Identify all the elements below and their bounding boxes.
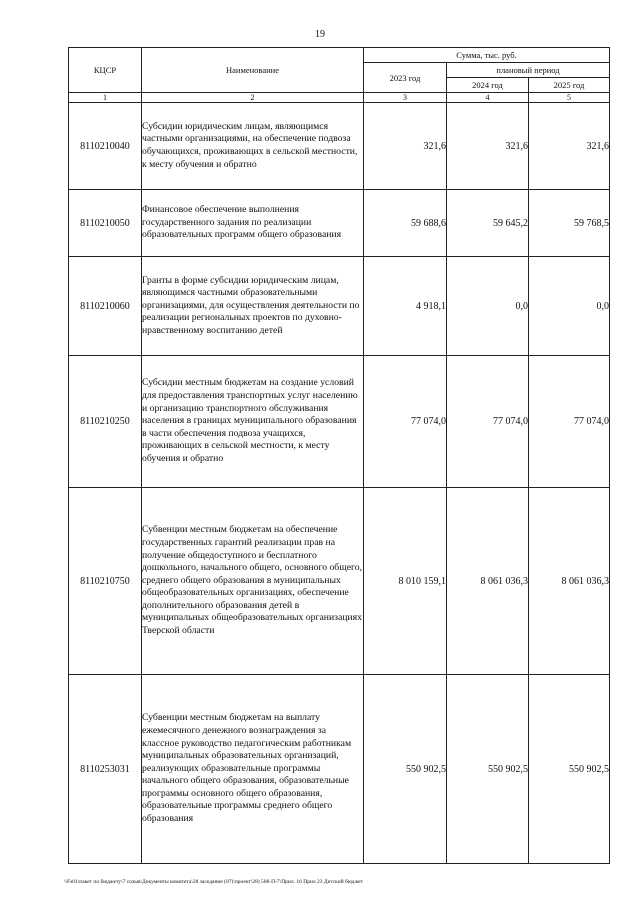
row-name: Гранты в форме субсидии юридическим лицам, являющимся частными образовательными организациями, для осуществления деятельности по реализации региональных проектов по духовно-нравственному воспитанию детей: [142, 257, 364, 356]
row-value-2024: 77 074,0: [447, 356, 529, 488]
row-value-2024: 0,0: [447, 257, 529, 356]
row-code: 8110210750: [69, 488, 142, 675]
row-value-2025: 59 768,5: [529, 190, 610, 257]
column-number: 1: [69, 93, 142, 103]
row-value-2023: 550 902,5: [364, 675, 447, 864]
header-year-2024: 2024 год: [447, 78, 529, 93]
row-value-2025: 8 061 036,3: [529, 488, 610, 675]
row-value-2023: 4 918,1: [364, 257, 447, 356]
header-code: КЦСР: [69, 48, 142, 93]
row-value-2023: 8 010 159,1: [364, 488, 447, 675]
header-row-1: [69, 48, 610, 63]
row-value-2025: 550 902,5: [529, 675, 610, 864]
column-number: 5: [529, 93, 610, 103]
table-row: [69, 356, 610, 488]
row-name: Субвенции местным бюджетам на обеспечение государственных гарантий реализации прав на получение общедоступного и бесплатного дошкольного, начального общего, основного общего, среднего общего образования в муниципальных общеобразовательных организациях, обеспечение дополнительного образования детей в муниципальных общеобразовательных организациях Тверской области: [142, 488, 364, 675]
column-number: 4: [447, 93, 529, 103]
row-value-2025: 0,0: [529, 257, 610, 356]
header-planning-period: плановый период: [447, 63, 610, 78]
budget-table: [68, 47, 610, 864]
row-code: 8110210250: [69, 356, 142, 488]
row-value-2025: 77 074,0: [529, 356, 610, 488]
row-name: Финансовое обеспечение выполнения государственного задания по реализации образовательных программ общего образования: [142, 190, 364, 257]
row-code: 8110210060: [69, 257, 142, 356]
table-row: [69, 675, 610, 864]
row-value-2024: 550 902,5: [447, 675, 529, 864]
row-name: Субвенции местным бюджетам на выплату ежемесячного денежного вознаграждения за классное руководство педагогическим работникам муниципальных образовательных организаций, реализующих образовательные программы начального общего образования, образовательные программы основного общего образования, образовательные программы среднего общего образования: [142, 675, 364, 864]
table-row: [69, 190, 610, 257]
table-row: [69, 257, 610, 356]
column-number: 3: [364, 93, 447, 103]
row-name: Субсидии местным бюджетам на создание условий для предоставления транспортных услуг населению и организацию транспортного обслуживания населения в границах муниципального образования в части обеспечения подвоза учащихся, проживающих в сельской местности, к месту обучения и обратно: [142, 356, 364, 488]
table-row: [69, 103, 610, 190]
row-name: Субсидии юридическим лицам, являющимся частными организациями, на обеспечение подвоза обучающихся, проживающих в сельской местности, к месту обучения и обратно: [142, 103, 364, 190]
header-year-2023: 2023 год: [364, 63, 447, 93]
row-value-2024: 321,6: [447, 103, 529, 190]
row-value-2024: 59 645,2: [447, 190, 529, 257]
column-number: 2: [142, 93, 364, 103]
row-value-2023: 321,6: [364, 103, 447, 190]
header-name: Наименование: [142, 48, 364, 93]
row-code: 8110253031: [69, 675, 142, 864]
header-year-2025: 2025 год: [529, 78, 610, 93]
column-number-row: [69, 93, 610, 103]
row-value-2025: 321,6: [529, 103, 610, 190]
row-value-2023: 59 688,6: [364, 190, 447, 257]
header-amount-group: Сумма, тыс. руб.: [364, 48, 610, 63]
footer-file-path: \\Fs01\пакет по бюджету\7 созыв\Документы комитета\28 заседание (07)\проект\28) 508-П-7\Прил. 16 Прил 23 Детский бюджет: [64, 879, 364, 885]
table-row: [69, 488, 610, 675]
row-code: 8110210040: [69, 103, 142, 190]
page-number: 19: [315, 29, 325, 40]
row-code: 8110210050: [69, 190, 142, 257]
row-value-2023: 77 074,0: [364, 356, 447, 488]
row-value-2024: 8 061 036,3: [447, 488, 529, 675]
